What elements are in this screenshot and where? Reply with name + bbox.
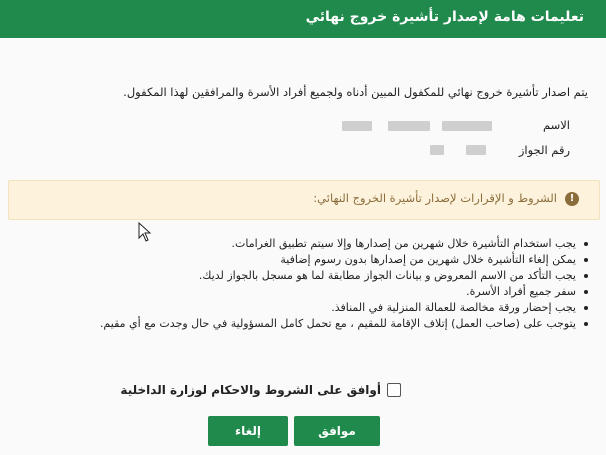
intro-text: يتم اصدار تأشيرة خروج نهائي للمكفول المبين أدناه ولجميع أفراد الأسرة والمرافقين لهذا المكفول. [123, 85, 588, 99]
list-item: سفر جميع أفراد الأسرة. [30, 284, 590, 300]
list-item: يتوجب على (صاحب العمل) إتلاف الإقامة للمقيم ، مع تحمل كامل المسؤولية في حال وجدت مع أي مقيم. [30, 316, 590, 332]
dialog-title: تعليمات هامة لإصدار تأشيرة خروج نهائي [305, 9, 584, 25]
list-item: يمكن إلغاء التأشيرة خلال شهرين من إصدارها بدون رسوم إضافية [30, 252, 590, 268]
agree-checkbox[interactable] [387, 383, 401, 397]
mouse-cursor-icon [138, 222, 152, 242]
ok-button[interactable]: موافق [294, 416, 380, 446]
cancel-button[interactable]: إلغاء [208, 416, 288, 446]
notice-text: الشروط و الإقرارات لإصدار تأشيرة الخروج النهائي: [313, 191, 557, 205]
passport-value-redacted [430, 145, 444, 155]
name-value-redacted [342, 121, 372, 131]
agree-row[interactable] [120, 383, 401, 397]
dialog-header [0, 0, 606, 39]
terms-notice [8, 180, 600, 220]
list-item: يجب استخدام التأشيرة خلال شهرين من إصدارها وإلا سيتم تطبيق الغرامات. [30, 236, 590, 252]
agree-label[interactable]: أوافق على الشروط والاحكام لوزارة الداخلية [120, 383, 381, 397]
passport-label: رقم الجواز [518, 143, 570, 157]
info-icon: ! [565, 192, 579, 206]
list-item: يجب إحضار ورقة مخالصة للعمالة المنزلية في المنافذ. [30, 300, 590, 316]
name-value-redacted [388, 121, 430, 131]
passport-value-redacted [466, 145, 486, 155]
name-value-redacted [442, 121, 492, 131]
name-label: الاسم [542, 118, 570, 132]
rules-list [30, 236, 590, 332]
list-item: يجب التأكد من الاسم المعروض و بيانات الجواز مطابقة لما هو مسجل بالجواز لديك. [30, 268, 590, 284]
